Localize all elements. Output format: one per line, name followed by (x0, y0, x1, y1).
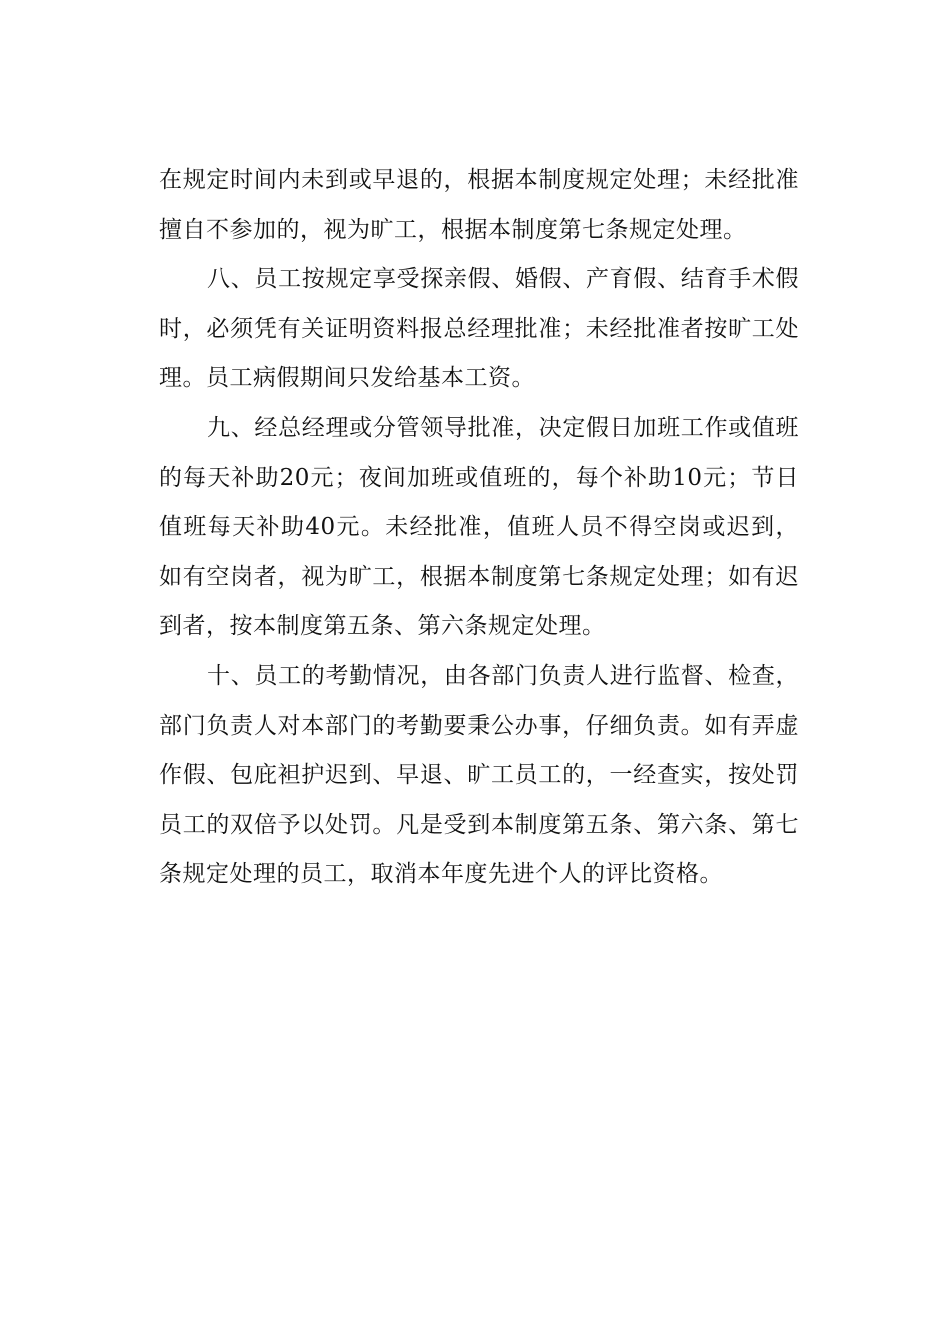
paragraph-article-9: 九、经总经理或分管领导批准，决定假日加班工作或值班的每天补助20元；夜间加班或值班的，每个补助10元；节日值班每天补助40元。未经批准，值班人员不得空岗或迟到，如有空岗者，视为旷工，根据本制度第七条规定处理；如有迟到者，按本制度第五条、第六条规定处理。 (159, 414, 799, 640)
document-body (159, 156, 799, 900)
paragraph-article-10: 十、员工的考勤情况，由各部门负责人进行监督、检查，部门负责人对本部门的考勤要秉公办事，仔细负责。如有弄虚作假、包庇袒护迟到、早退、旷工员工的，一经查实，按处罚员工的双倍予以处罚。凡是受到本制度第五条、第六条、第七条规定处理的员工，取消本年度先进个人的评比资格。 (159, 662, 799, 888)
paragraph-continuation: 在规定时间内未到或早退的，根据本制度规定处理；未经批准擅自不参加的，视为旷工，根据本制度第七条规定处理。 (159, 167, 799, 243)
paragraph-article-8: 八、员工按规定享受探亲假、婚假、产育假、结育手术假时，必须凭有关证明资料报总经理批准；未经批准者按旷工处理。员工病假期间只发给基本工资。 (159, 266, 799, 392)
